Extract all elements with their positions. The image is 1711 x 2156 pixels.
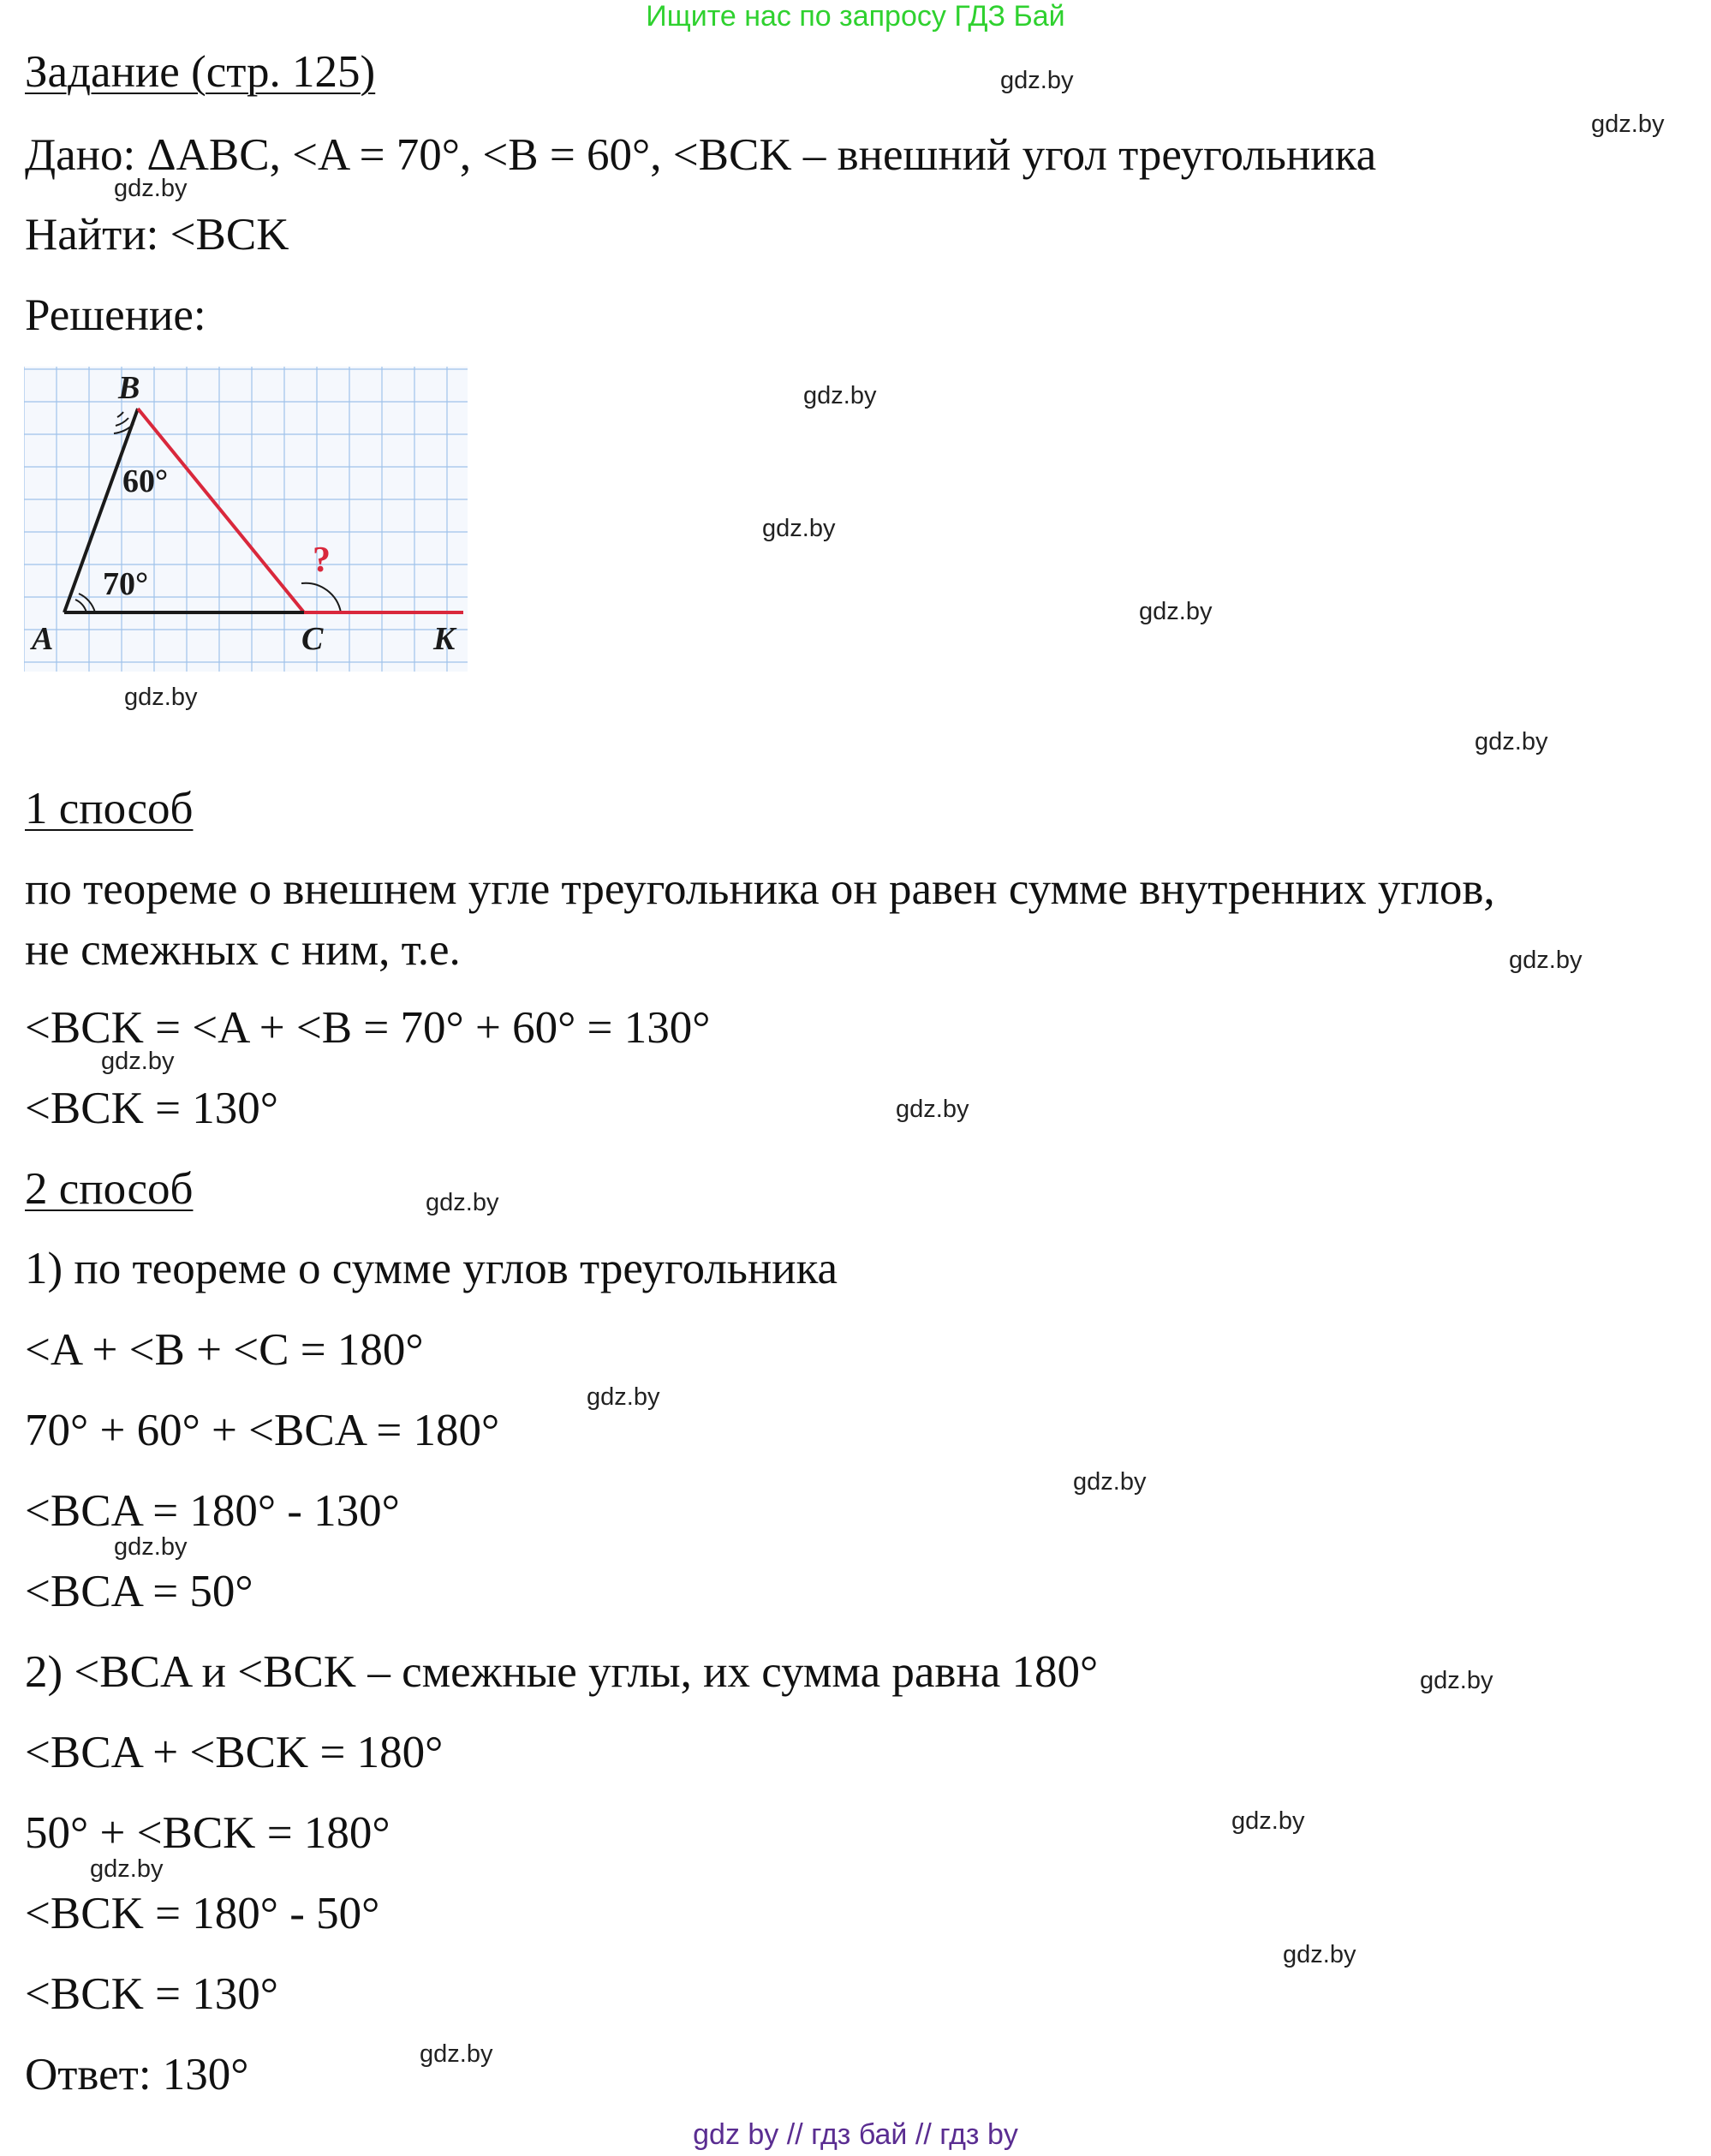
- unknown-angle-mark: ?: [313, 540, 331, 580]
- method2-eq2: 70° + 60° + <BCA = 180°: [25, 1406, 500, 1455]
- watermark: gdz.by: [1073, 1468, 1147, 1496]
- watermark: gdz.by: [587, 1383, 660, 1411]
- watermark: gdz.by: [1420, 1667, 1493, 1694]
- watermark: gdz.by: [114, 175, 188, 202]
- watermark: gdz.by: [114, 1533, 188, 1561]
- watermark: gdz.by: [1231, 1807, 1305, 1835]
- angle-a-arc-2: [75, 600, 86, 612]
- footer-links[interactable]: gdz by // гдз бай // гдз by: [693, 2118, 1018, 2151]
- triangle-diagram: [24, 367, 468, 672]
- given-text: Дано: ΔABC, <A = 70°, <B = 60°, <BCK – внешний угол треугольника: [25, 130, 1377, 180]
- method1-eq1: <BCK = <A + <B = 70° + 60° = 130°: [25, 1003, 711, 1053]
- top-banner[interactable]: Ищите нас по запросу ГДЗ Бай: [646, 0, 1065, 33]
- vertex-label-a: A: [32, 621, 54, 657]
- method2-eq6: 50° + <BCK = 180°: [25, 1808, 390, 1858]
- answer-text: Ответ: 130°: [25, 2050, 249, 2099]
- watermark: gdz.by: [1509, 947, 1583, 974]
- grid-lines: [24, 367, 468, 672]
- watermark: gdz.by: [1000, 67, 1074, 94]
- find-text: Найти: <BCK: [25, 210, 289, 260]
- vertex-label-k: K: [433, 621, 456, 657]
- watermark: gdz.by: [124, 684, 198, 711]
- watermark: gdz.by: [1283, 1941, 1356, 1968]
- watermark: gdz.by: [101, 1048, 175, 1075]
- watermark: gdz.by: [762, 515, 836, 542]
- method2-eq5: <BCA + <BCK = 180°: [25, 1728, 444, 1777]
- method1-text-line1: по теореме о внешнем угле треугольника он равен сумме внутренних углов,: [25, 864, 1495, 914]
- method2-eq7: <BCK = 180° - 50°: [25, 1889, 380, 1938]
- watermark: gdz.by: [1475, 728, 1548, 755]
- method1-text-line2: не смежных с ним, т.е.: [25, 925, 461, 975]
- method2-eq3: <BCA = 180° - 130°: [25, 1486, 400, 1536]
- method2-step1: 1) по теореме о сумме углов треугольника: [25, 1244, 838, 1293]
- angle-c-exterior-arc: [301, 583, 341, 612]
- watermark: gdz.by: [896, 1096, 969, 1123]
- method2-eq4: <BCA = 50°: [25, 1567, 253, 1616]
- watermark: gdz.by: [426, 1189, 499, 1216]
- watermark: gdz.by: [90, 1855, 164, 1883]
- method1-eq2: <BCK = 130°: [25, 1084, 278, 1133]
- angle-b-arc-3: [117, 412, 123, 417]
- method1-title: 1 способ: [25, 784, 194, 833]
- method2-title: 2 способ: [25, 1164, 194, 1214]
- method2-eq1: <A + <B + <C = 180°: [25, 1325, 424, 1375]
- watermark: gdz.by: [1139, 598, 1213, 625]
- watermark: gdz.by: [1591, 110, 1665, 138]
- method2-eq8: <BCK = 130°: [25, 1969, 278, 2019]
- angle-a-value: 70°: [103, 566, 149, 602]
- vertex-label-b: B: [118, 370, 140, 406]
- watermark: gdz.by: [803, 382, 877, 409]
- angle-b-value: 60°: [122, 463, 169, 499]
- triangle-figure: [24, 367, 468, 672]
- task-title: Задание (стр. 125): [25, 47, 376, 97]
- method2-step2: 2) <BCA и <BCK – смежные углы, их сумма равна 180°: [25, 1647, 1099, 1697]
- side-bc: [138, 409, 304, 612]
- solution-label: Решение:: [25, 290, 206, 340]
- vertex-label-c: C: [301, 621, 324, 657]
- watermark: gdz.by: [420, 2040, 493, 2068]
